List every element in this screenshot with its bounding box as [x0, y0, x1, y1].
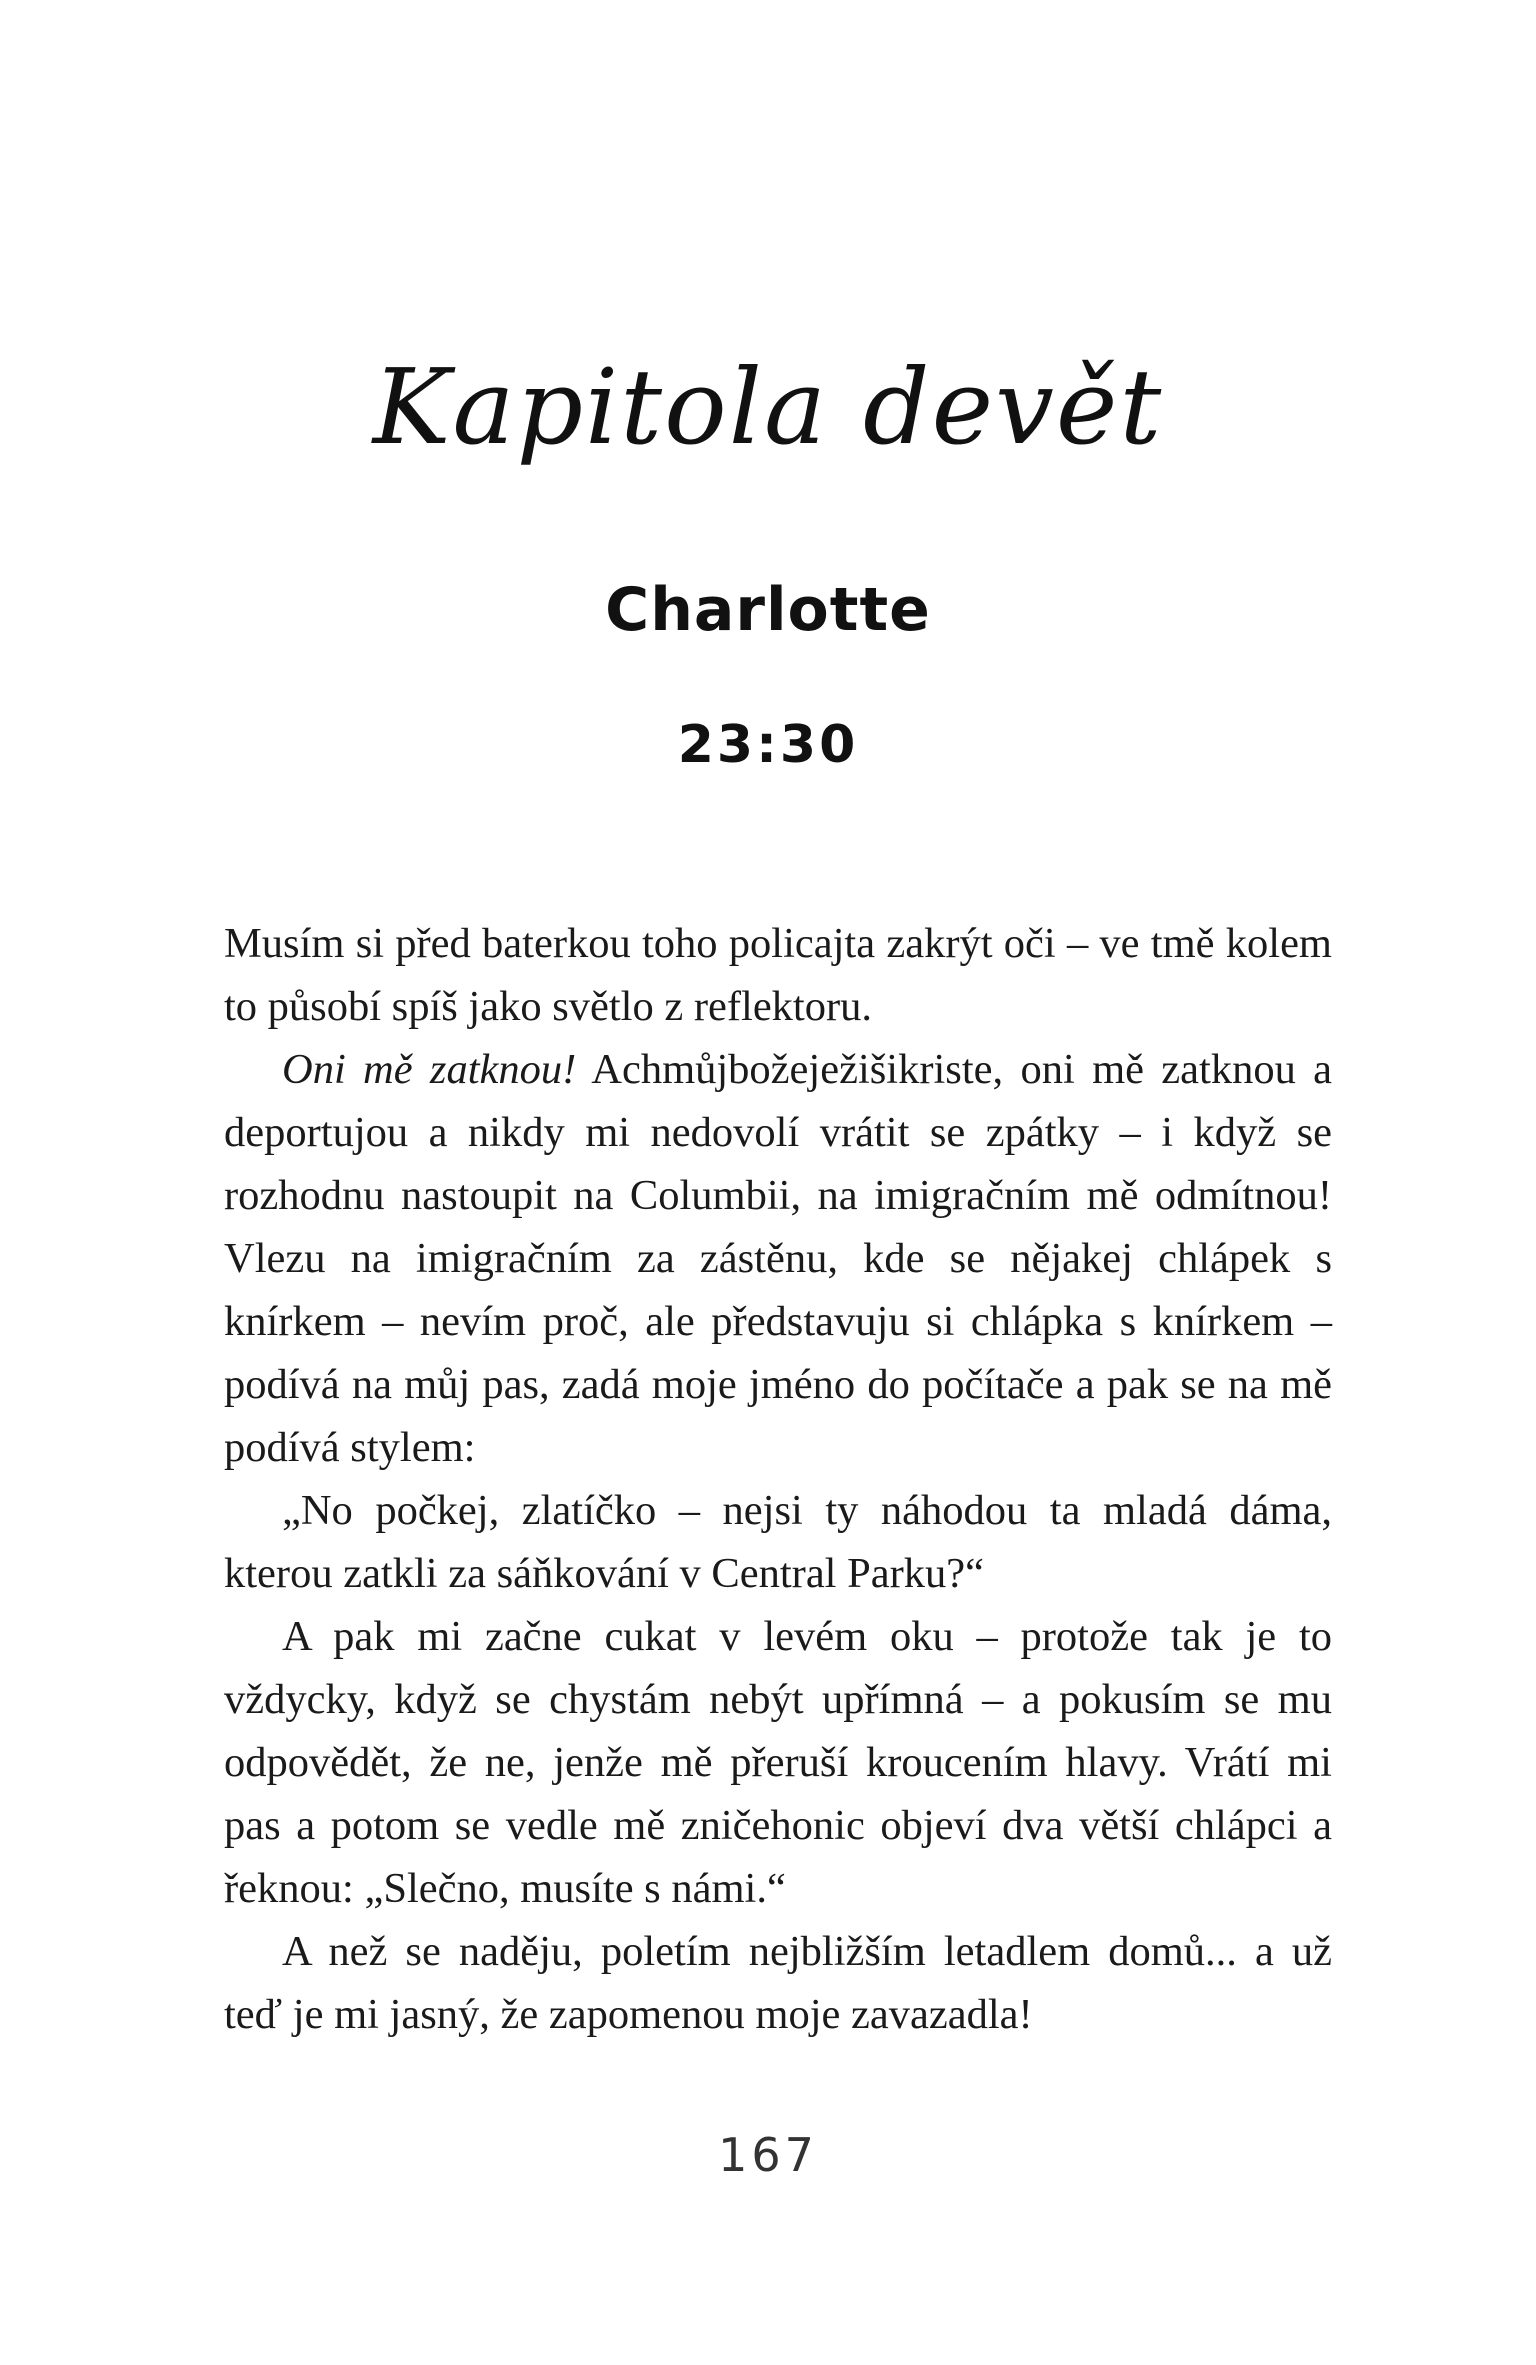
paragraph	[224, 1920, 1332, 2046]
paragraph	[224, 1605, 1332, 1920]
paragraph-text: Achmůjbožeježišikriste, oni mě zatknou a deportujou a nikdy mi nedovolí vrátit se zpátky – i když se rozhodnu nastoupit na Columbii, na imigračním mě odmítnou! Vlezu na imigračním za zástěnu, kde se nějakej chlápek s knírkem – nevím proč, ale představuju si chlápka s knírkem – podívá na můj pas, zadá moje jméno do počítače a pak se na mě podívá stylem:	[224, 1046, 1333, 1471]
paragraph	[224, 1479, 1332, 1605]
paragraph-text: A pak mi začne cukat v levém oku – protože tak je to vždycky, když se chystám nebýt upřímná – a pokusím se mu odpovědět, že ne, jenže mě přeruší kroucením hlavy. Vrátí mi pas a potom se vedle mě zničehonic objeví dva větší chlápci a řeknou: „Slečno, musíte s námi.“	[224, 1613, 1332, 1912]
paragraph-italic-text: Oni mě zatknou!	[282, 1046, 577, 1093]
paragraph-text: Musím si před baterkou toho policajta zakrýt oči – ve tmě kolem to působí spíš jako světlo z reflektoru.	[224, 920, 1332, 1030]
chapter-narrator: Charlotte	[605, 575, 931, 645]
chapter-title: Kapitola devět	[372, 346, 1164, 468]
paragraph	[224, 1038, 1332, 1479]
page-number: 167	[718, 2128, 818, 2182]
paragraph	[224, 912, 1332, 1038]
chapter-body	[224, 912, 1332, 2046]
paragraph-text: „No počkej, zlatíčko – nejsi ty náhodou ta mladá dáma, kterou zatkli za sáňkování v Central Parku?“	[224, 1487, 1332, 1597]
chapter-time: 23:30	[677, 715, 859, 775]
paragraph-text: A než se naděju, poletím nejbližším letadlem domů... a už teď je mi jasný, že zapomenou moje zavazadla!	[224, 1928, 1332, 2038]
